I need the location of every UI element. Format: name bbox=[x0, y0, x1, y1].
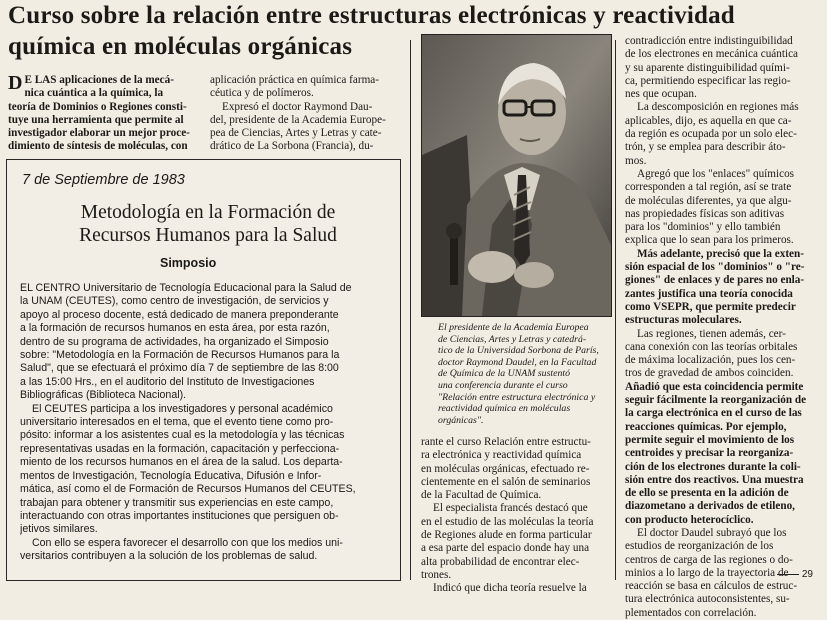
text-line: dimiento de síntesis de moléculas, con bbox=[8, 140, 188, 153]
text-line: céutica y de polímeros. bbox=[210, 87, 314, 100]
text-line: de los electrones en mecánica cuántica bbox=[625, 48, 799, 61]
text-line: trón, y se emplea para describir áto- bbox=[625, 141, 786, 154]
text-line: investigador elaborar un mejor proce- bbox=[8, 127, 190, 140]
text-line: centros de carga de las regiones o do- bbox=[625, 553, 793, 566]
intro-column-2 bbox=[210, 74, 406, 154]
text-line: de ello se presenta en la adición de bbox=[625, 487, 789, 500]
text-line: Más adelante, precisó que la exten- bbox=[637, 247, 804, 260]
text-line: orgánicas". bbox=[438, 414, 484, 426]
text-line: universitario interesados en el tema, que el evento tiene como pro- bbox=[20, 416, 334, 429]
text-line: de Regiones alude en forma particular bbox=[421, 529, 592, 542]
box-title bbox=[48, 201, 368, 247]
text-line: con producto heterocíclico. bbox=[625, 513, 754, 526]
text-line: para los "dominios" y ello también bbox=[625, 221, 781, 234]
text-line: una conferencia durante el curso bbox=[438, 379, 568, 391]
text-line: mática, así como el de Formación de Recursos Humanos del CEUTES, bbox=[20, 483, 356, 496]
text-line: EL CENTRO Universitario de Tecnología Educacional para la Salud de bbox=[20, 282, 352, 294]
text-line: El presidente de la Academia Europea bbox=[438, 322, 589, 333]
text-line: miento de los recursos humanos en el área de la salud. Los departa- bbox=[20, 456, 343, 469]
box-date: 7 de Septiembre de 1983 bbox=[22, 172, 185, 188]
intro-text-continued bbox=[210, 74, 406, 154]
text-line: estudios de reorganización de los bbox=[625, 540, 774, 553]
text-line: drático de La Sorbona (Francia), du- bbox=[210, 140, 374, 153]
text-line: aplicables, dijo, es aquella en que ca- bbox=[625, 114, 792, 127]
text-line: tico de la Universidad Sorbona de París, bbox=[438, 345, 599, 357]
text-line: mos. bbox=[625, 154, 647, 167]
text-line: nes que ocupan. bbox=[625, 88, 697, 101]
text-line: sobre: "Metodología en la Formación de Recursos Humanos para la bbox=[20, 349, 340, 362]
text-line: de Ciencias, Artes y Letras y catedrá- bbox=[438, 333, 587, 345]
drop-cap: D bbox=[8, 72, 23, 94]
text-line: permite seguir el movimiento de los bbox=[625, 433, 795, 446]
article-middle-column bbox=[421, 436, 613, 596]
text-line: versitarios contribuyen a la solución de los problemas de salud. bbox=[20, 550, 318, 563]
text-line: ra electrónica y reactividad química bbox=[421, 449, 582, 462]
column-divider bbox=[615, 40, 616, 580]
text-line: apoyo al proceso docente, está dedicado de manera preponderante bbox=[20, 308, 339, 321]
text-line: a las 15:00 Hrs., en el auditorio del Instituto de Investigaciones bbox=[20, 375, 315, 388]
text-line: a esa parte del espacio donde hay una bbox=[421, 542, 590, 555]
text-line: pósito: informar a los asistentes cual es la metodología y las técnicas bbox=[20, 429, 345, 442]
text-line: centroides y precisar la reorganiza- bbox=[625, 447, 794, 460]
headline-line-2: química en moléculas orgánicas bbox=[8, 33, 353, 60]
box-body bbox=[20, 282, 384, 564]
intro-column-1 bbox=[8, 74, 194, 154]
text-line: doctor Raymond Daudel, en la Facultad bbox=[438, 356, 597, 368]
text-line: tuye una herramienta que permite al bbox=[8, 113, 184, 126]
text-line: E LAS aplicaciones de la mecá- bbox=[24, 74, 174, 86]
text-line: de Química de la UNAM sustentó bbox=[438, 368, 570, 380]
text-line: reactividad química en moléculas bbox=[438, 403, 571, 415]
text-line: Agregó que los "enlaces" químicos bbox=[637, 167, 795, 180]
text-line: ca, permitiendo especificar las regio- bbox=[625, 74, 791, 87]
text-line: jetivos similares. bbox=[20, 523, 98, 536]
text-line: la carga electrónica en el curso de las bbox=[625, 407, 802, 420]
text-line: El especialista francés destacó que bbox=[433, 502, 588, 515]
portrait-photo bbox=[422, 35, 611, 316]
text-line: El doctor Daudel subrayó que los bbox=[637, 526, 787, 539]
text-line: en el estudio de las moléculas la teoría bbox=[421, 515, 594, 528]
page-number-rule bbox=[777, 574, 799, 575]
text-line: en moléculas orgánicas, efectuado re- bbox=[421, 462, 590, 475]
text-line: de moléculas diferentes, ya que algu- bbox=[625, 194, 792, 207]
text-line: representativas usadas en la formación, capacitación y perfecciona- bbox=[20, 442, 340, 455]
text-line: reacción se basa en cálculos de estruc- bbox=[625, 580, 798, 593]
box-title-line-1: Metodología en la Formación de bbox=[80, 202, 336, 223]
text-line: Expresó el doctor Raymond Dau- bbox=[222, 100, 373, 113]
text-line: El CEUTES participa a los investigadores y personal académico bbox=[32, 402, 333, 415]
text-line: a la formación de recursos humanos en esta área, por esta razón, bbox=[20, 322, 330, 335]
page-number-text: 29 bbox=[801, 569, 813, 580]
article-right-column bbox=[625, 35, 821, 620]
text-line: reacciones químicas. Por ejemplo, bbox=[625, 420, 787, 433]
text-line: como VSEPR, que permite predecir bbox=[625, 300, 796, 313]
text-line: tura electrónica autoconsistentes, su- bbox=[625, 593, 790, 606]
text-line: tros de gravedad de ambos coinciden. bbox=[625, 367, 794, 380]
text-line: aplicación práctica en química farma- bbox=[210, 74, 379, 86]
text-line: cientemente en el salón de seminarios bbox=[421, 475, 591, 488]
text-line: y su aparente distinguibilidad quími- bbox=[625, 61, 790, 74]
text-line: de la Facultad de Química. bbox=[421, 489, 542, 502]
text-line: mentos de Investigación, Tecnología Educativa, Difusión e Infor- bbox=[20, 469, 322, 482]
page-number bbox=[777, 569, 813, 580]
box-title-line-2: Recursos Humanos para la Salud bbox=[79, 225, 337, 246]
box-subtitle: Simposio bbox=[160, 256, 217, 270]
text-line: pea de Ciencias, Artes y Letras y cate- bbox=[210, 127, 382, 140]
text-line: seguir fácilmente la reorganización de bbox=[625, 394, 807, 407]
text-line: nas propiedades físicas son aditivas bbox=[625, 207, 785, 220]
text-line: contradicción entre indistinguibilidad bbox=[625, 35, 793, 47]
text-line: Indicó que dicha teoría resuelve la bbox=[433, 582, 587, 595]
text-line: zantes justifica una teoría conocida bbox=[625, 287, 793, 300]
text-line: diazometano a derivados de etileno, bbox=[625, 500, 795, 513]
text-line: trones. bbox=[421, 568, 452, 581]
text-line: teoría de Dominios o Regiones consti- bbox=[8, 100, 187, 113]
text-line: corresponden a tal región, así se trate bbox=[625, 181, 792, 194]
photo-caption bbox=[438, 322, 610, 426]
headline-line-1: Curso sobre la relación entre estructuras electrónicas y reactividad bbox=[8, 2, 735, 29]
text-line: minios a lo largo de la trayectoria de bbox=[625, 566, 789, 579]
text-line: Con ello se espera favorecer el desarrollo con que los medios uni- bbox=[32, 536, 343, 549]
text-line: rante el curso Relación entre estructu- bbox=[421, 436, 591, 448]
text-line: La descomposición en regiones más bbox=[637, 101, 799, 114]
text-line: cana conexión con las teorías orbitales bbox=[625, 340, 798, 353]
text-line: "Relación entre estructura electrónica y bbox=[438, 391, 596, 403]
text-line: de máxima localización, pues los cen- bbox=[625, 354, 796, 367]
text-line: plementados con correlación. bbox=[625, 606, 757, 619]
text-line: Bibliográficas (Biblioteca Nacional). bbox=[20, 389, 187, 402]
text-line: ción de los electrones durante la coli- bbox=[625, 460, 801, 473]
text-line: trabajan para obtener y transmitir sus experiencias en este campo, bbox=[20, 496, 334, 509]
text-line: sión espacial de los "dominios" o "re- bbox=[625, 261, 805, 274]
text-line: da región es ocupada por un solo elec- bbox=[625, 128, 797, 141]
photo-raymond-daudel bbox=[421, 34, 612, 317]
text-line: estructuras moleculares. bbox=[625, 314, 742, 327]
text-line: nica cuántica a la química, la bbox=[24, 87, 164, 100]
text-line: explica que lo sean para los primeros. bbox=[625, 234, 794, 247]
text-line: giones" de enlaces y de pares no enla- bbox=[625, 274, 805, 287]
column-divider bbox=[410, 40, 411, 580]
text-line: alta probabilidad de encontrar elec- bbox=[421, 555, 580, 568]
text-line: Las regiones, tienen además, cer- bbox=[637, 327, 786, 340]
text-line: sión entre dos reactivos. Una muestra bbox=[625, 473, 804, 486]
text-line: dentro de su programa de actividades, ha organizado el Simposio bbox=[20, 335, 329, 348]
text-line: Añadió que esta coincidencia permite bbox=[625, 380, 804, 393]
text-line: del, presidente de la Academia Europe- bbox=[210, 113, 386, 126]
text-line: Salud", que se efectuará el próximo día 7 de septiembre de las 8:00 bbox=[20, 362, 339, 375]
intro-text bbox=[8, 74, 194, 154]
text-line: interactuando con otras importantes instituciones que persiguen ob- bbox=[20, 509, 339, 522]
text-line: la UNAM (CEUTES), como centro de investigación, de servicios y bbox=[20, 295, 329, 308]
